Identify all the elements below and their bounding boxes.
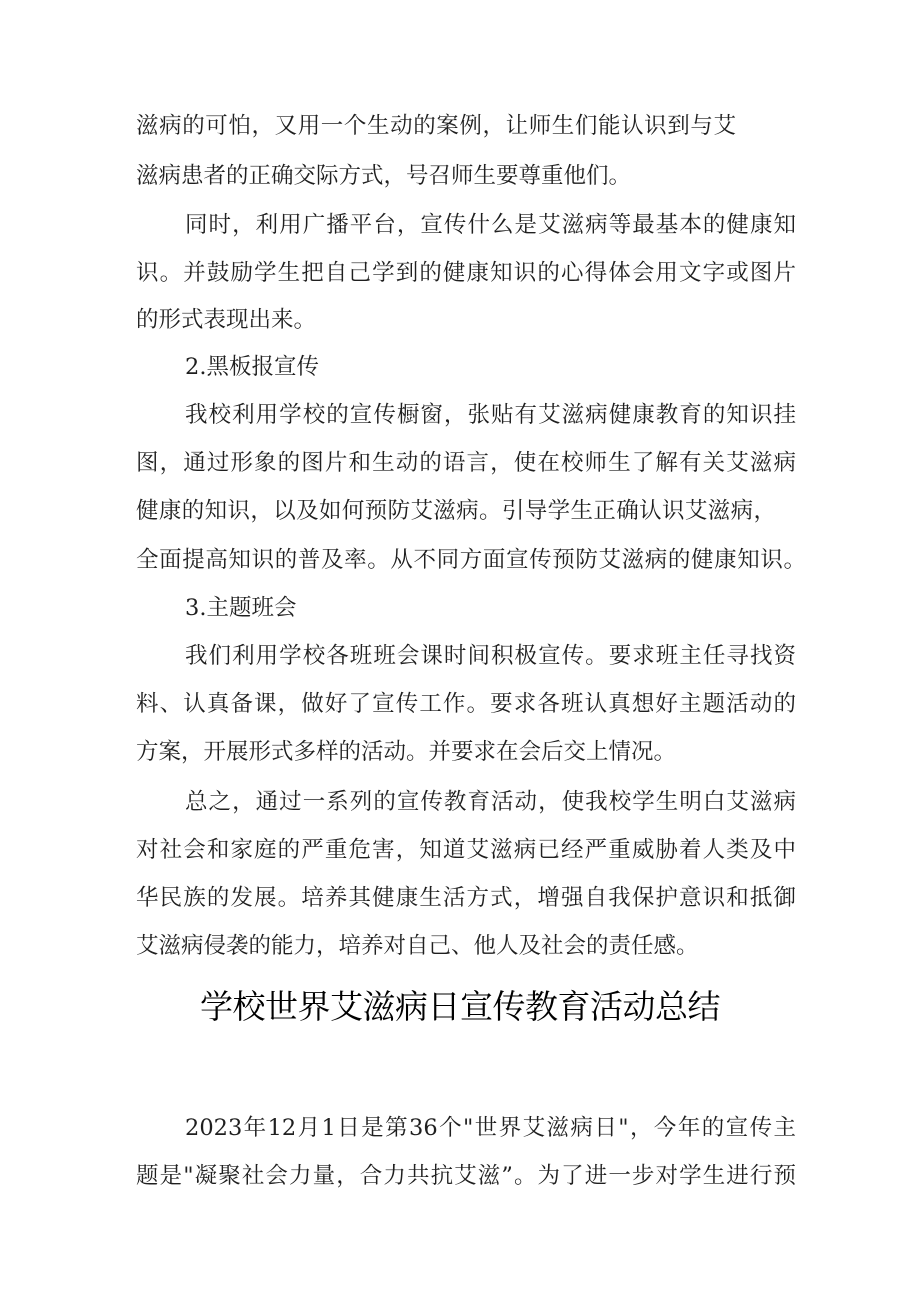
body-line-14: 方案，开展形式多样的活动。并要求在会后交上情况。 xyxy=(136,739,677,765)
body-line-10: 全面提高知识的普及率。从不同方面宣传预防艾滋病的健康知识。 xyxy=(136,547,806,573)
body-line-2: 滋病患者的正确交际方式，号召师生要尊重他们。 xyxy=(136,163,632,189)
body-line-16: 对社会和家庭的严重危害，知道艾滋病已经严重威胁着人类及中 xyxy=(136,837,796,863)
body-line-12: 我们利用学校各班班会课时间积极宣传。要求班主任寻找资 xyxy=(185,643,796,669)
body-line-7: 我校利用学校的宣传橱窗，张贴有艾滋病健康教育的知识挂 xyxy=(185,402,796,428)
body-line-20: 题是"凝聚社会力量，合力共抗艾滋”。为了进一步对学生进行预 xyxy=(136,1163,796,1189)
body-line-9: 健康的知识，以及如何预防艾滋病。引导学生正确认识艾滋病， xyxy=(136,498,776,524)
body-line-4: 识。并鼓励学生把自己学到的健康知识的心得体会用文字或图片 xyxy=(136,260,796,286)
body-line-18: 艾滋病侵袭的能力，培养对自己、他人及社会的责任感。 xyxy=(136,933,699,959)
section-heading-2: 2.黑板报宣传 xyxy=(185,354,319,380)
document-title: 学校世界艾滋病日宣传教育活动总结 xyxy=(200,987,720,1026)
body-line-1: 滋病的可怕，又用一个生动的案例，让师生们能认识到与艾 xyxy=(136,113,736,139)
body-line-3: 同时，利用广播平台，宣传什么是艾滋病等最基本的健康知 xyxy=(185,212,796,238)
body-line-15: 总之，通过一系列的宣传教育活动，使我校学生明白艾滋病 xyxy=(185,789,796,815)
section-heading-3: 3.主题班会 xyxy=(185,595,297,621)
body-line-17: 华民族的发展。培养其健康生活方式，增强自我保护意识和抵御 xyxy=(136,885,796,911)
body-line-5: 的形式表现出来。 xyxy=(136,307,317,333)
body-line-13: 料、认真备课，做好了宣传工作。要求各班认真想好主题活动的 xyxy=(136,691,796,717)
body-line-19: 2023年12月1日是第36个"世界艾滋病日"，今年的宣传主 xyxy=(185,1115,796,1141)
body-line-8: 图，通过形象的图片和生动的语言，使在校师生了解有关艾滋病 xyxy=(136,450,796,476)
